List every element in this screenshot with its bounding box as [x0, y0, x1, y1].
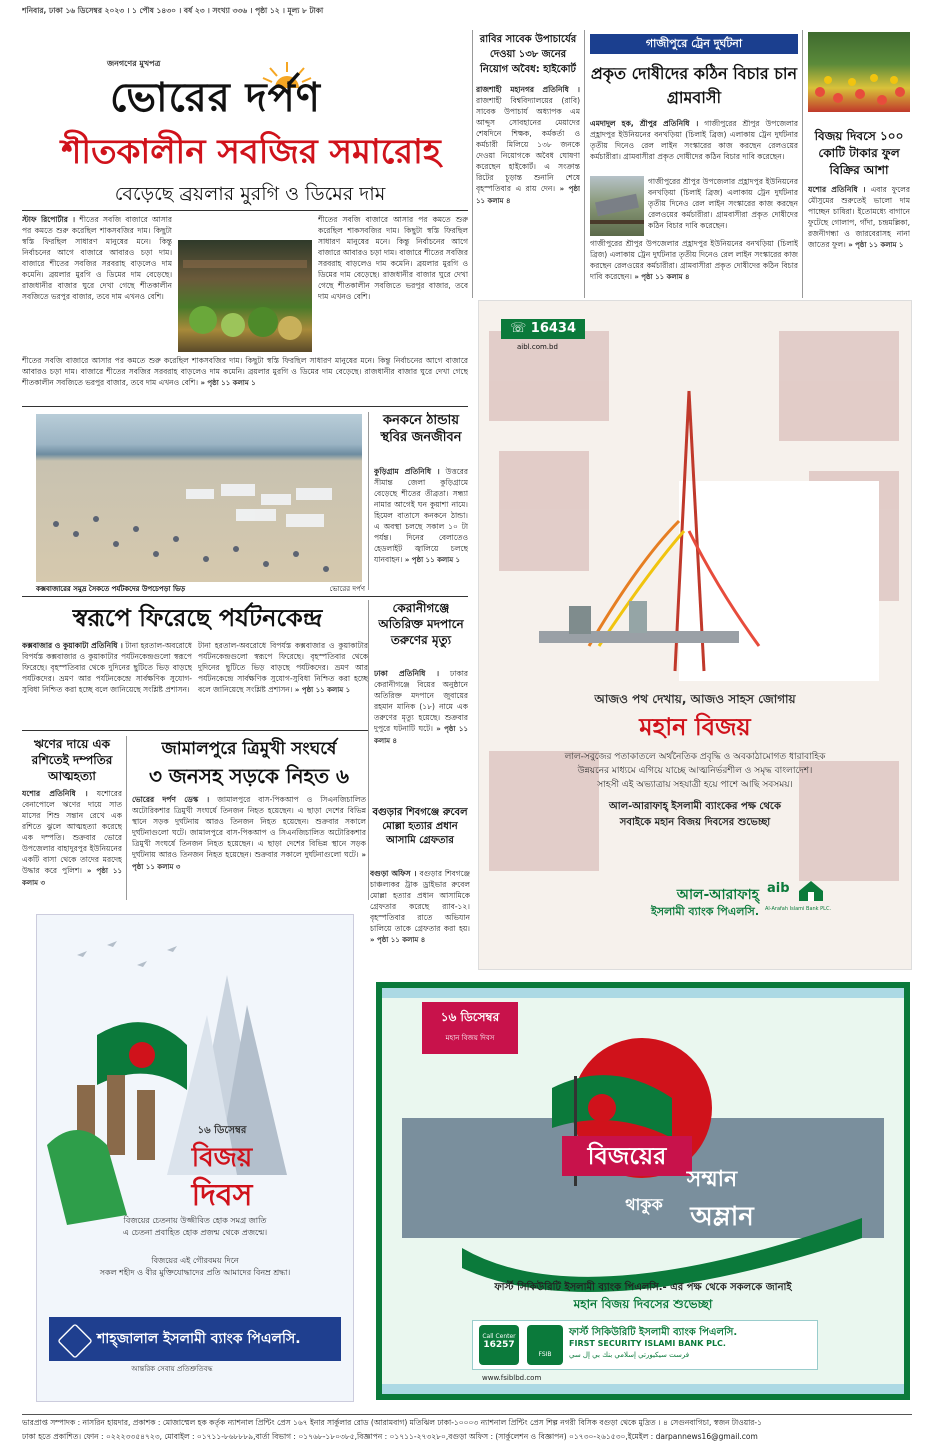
- flowers-body: [808, 184, 910, 290]
- vegetables-photo: [178, 240, 312, 352]
- sjibl-line-2: এ চেতনা প্রবাহিত হোক প্রজন্ম থেকে প্রজন্মে।: [122, 1228, 268, 1237]
- train-text: গাজীপুরের শ্রীপুর উপজেলার প্রহ্লাদপুর ইউনিয়নের বনখড়িয়া (চিলাই ব্রিজ) এলাকায় ট্রেন দুর্ঘটনার তৃতীয় দিনেও রেল লাইন সংস্কারের কাজ করছেন রেলওয়ের কর্মচারীরা। গ্রামবাসীরা প্রকৃত দোষীদের কঠিন বিচার দাবি করেছেন।: [590, 119, 798, 161]
- cold-headline: কনকনে ঠান্ডায় স্থবির জনজীবন: [380, 413, 462, 445]
- train-body: [590, 118, 798, 174]
- fsibl-short: FSIB: [538, 1351, 552, 1358]
- cold-continued: » পৃষ্ঠা ১১ কলাম ১: [404, 556, 461, 564]
- rabi-continued: » পৃষ্ঠা ১১ কলাম ৪: [476, 185, 580, 205]
- debt-reporter: যশোর প্রতিনিধি ।: [22, 789, 88, 798]
- flowers-photo: [808, 32, 910, 112]
- lead-subhead: বেড়েছে ব্রয়লার মুরগি ও ডিমের দাম: [114, 183, 386, 205]
- fsibl-line-2: মহান বিজয় দিবসের শুভেচ্ছা: [573, 1297, 713, 1311]
- train-photo: [590, 176, 644, 236]
- aibl-logo-bn-1: আল-আরাফাহ্: [676, 887, 759, 903]
- aibl-body-1: লাল-সবুজের পতাকাতলে অর্থনৈতিক প্রবৃদ্ধি ও অবকাঠামোগত ধারাবাহিক: [564, 752, 826, 762]
- jamalpur-text: জামালপুরে বাস-পিকআপ ও সিএনজিচালিত অটোরিকশার ত্রিমুখী সংঘর্ষে তিনজন নিহত হয়েছেন। এ ছাড়া দেশের বিভিন্ন স্থানে সড়ক দুর্ঘটনায় আরও তিনজন নিহত হয়েছেন। শুক্রবার সকালে দুর্ঘটনাগুলো ঘটে।: [132, 795, 366, 837]
- aibl-hotline-number: 16434: [530, 321, 577, 336]
- keraniganj-headline: কেরানীগঞ্জে অতিরিক্ত মদপানে তরুণের মৃত্যু: [378, 601, 464, 647]
- lead-body-text-2: শীতের সবজি বাজারে আসার পর কমতে শুরু করেছিল শাকসবজির দাম। কিছুটা স্বস্তি ফিরছিল সাধারণ মানুষের মনে। কিন্তু নির্বাচনের আগে বাজারে আবারও চড়া দাম। বাজারে শীতের সবজির সরবরাহ বাড়লেও দাম কমেনি। ব্রয়লার মুরগি ও ডিমের দাম বেড়েছে। রাজধানীর বাজার ঘুরে দেখা গেছে শীতকালীন সবজিতে ভরপুর বাজার, তবে দাম এখনও বেশি।: [22, 356, 468, 387]
- fsibl-call-center-number: 16257: [483, 1340, 515, 1350]
- lead-body-right: [318, 214, 468, 354]
- phone-icon: ☏: [509, 321, 531, 336]
- aibl-tag: আজও পথ দেখায়, আজও সাহস জোগায়: [594, 692, 796, 706]
- tourism-body-left: [22, 640, 192, 728]
- aibl-greeting-1: আল-আরাফাহ্ ইসলামী ব্যাংকের পক্ষ থেকে: [609, 801, 781, 812]
- sjibl-bank-name: শাহ্‌জালাল ইসলামী ব্যাংক পিএলসি.: [97, 1331, 301, 1347]
- dateline: শনিবার, ঢাকা ১৬ ডিসেম্বর ২০২৩ । ১ পৌষ ১৪৩০ । বর্ষ ২৩ । সংখ্যা ৩৩৬ । পৃষ্ঠা ১২ । মূল্য ৮ টাকা: [22, 6, 324, 15]
- aibl-hotline[interactable]: [501, 319, 585, 339]
- aibl-website[interactable]: aibl.com.bd: [517, 343, 558, 351]
- train-body-2: [648, 176, 798, 234]
- tourism-continued: » পৃষ্ঠা ১১ কলাম ১: [294, 686, 351, 694]
- sjibl-bank-tag: আন্তরিক সেবায় প্রতিশ্রুতিবদ্ধ: [131, 1365, 213, 1373]
- lead-body-text-3: শীতের সবজি বাজারে আসার পর কমতে শুরু করেছিল শাকসবজির দাম। কিছুটা স্বস্তি ফিরছিল সাধারণ মানুষের মনে। কিন্তু নির্বাচনের আগে বাজারে আবারও চড়া দাম। বাজারে শীতের সবজির সরবরাহ বাড়লেও দাম কমেনি। ব্রয়লার মুরগি ও ডিমের দাম বেড়েছে। রাজধানীর বাজার ঘুরে দেখা গেছে শীতকালীন সবজিতে ভরপুর বাজার, তবে দাম এখনও বেশি।: [318, 215, 468, 301]
- train-body-3: [590, 238, 798, 288]
- bogura-reporter: বগুড়া অফিস ।: [370, 869, 417, 878]
- train-reporter: এমদাদুল হক, শ্রীপুর প্রতিনিধি ।: [590, 119, 699, 128]
- fsibl-bank-en: FIRST SECURITY ISLAMI BANK PLC.: [569, 1339, 726, 1348]
- tourism-reporter: কক্সবাজার ও কুয়াকাটা প্রতিনিধি ।: [22, 641, 123, 650]
- fsibl-date-sub: মহান বিজয় দিবস: [445, 1034, 495, 1042]
- tourism-headline: স্বরূপে ফিরেছে পর্যটনকেন্দ্র: [72, 604, 323, 632]
- masthead: [22, 18, 462, 121]
- masthead-title: ভোরের দর্পণ: [110, 74, 321, 121]
- aibl-logo-bn-2: ইসলামী ব্যাংক পিএলসি.: [651, 905, 759, 918]
- fsibl-line-1: ফার্স্ট সিকিউরিটি ইসলামী ব্যাংক পিএলসি.- এর পক্ষ থেকে সকলকে জানাই: [494, 1282, 792, 1293]
- beach-caption: কক্সবাজারের সমুদ্র সৈকতে পর্যটকদের উপচেপড়া ভিড়: [36, 585, 186, 593]
- flowers-reporter: যশোর প্রতিনিধি ।: [808, 185, 866, 194]
- flowers-continued: » পৃষ্ঠা ১১ কলাম ১: [848, 241, 904, 249]
- fsibl-t2: সম্মান: [686, 1167, 738, 1192]
- fsibl-call-center-label: Call Center: [482, 1333, 516, 1340]
- rabi-headline: রাবির সাবেক উপাচার্যের দেওয়া ১৩৮ জনের নিয়োগ অবৈধ: হাইকোর্ট: [479, 34, 577, 75]
- aibl-logo-icon: [797, 879, 825, 903]
- sjibl-line-4: সকল শহীদ ও বীর মুক্তিযোদ্ধাদের প্রতি আমাদের বিনম্র শ্রদ্ধা।: [99, 1268, 291, 1277]
- keraniganj-reporter: ঢাকা প্রতিনিধি ।: [374, 669, 440, 678]
- lead-body-text: শীতের সবজি বাজারে আসার পর কমতে শুরু করেছিল শাকসবজির দাম। কিছুটা স্বস্তি ফিরছিল সাধারণ মানুষের মনে। কিন্তু নির্বাচনের আগে বাজারে আবারও চড়া দাম। বাজারে শীতের সবজির সরবরাহ বাড়লেও দাম কমেনি। ব্রয়লার মুরগি ও ডিমের দাম বেড়েছে। রাজধানীর বাজার ঘুরে দেখা গেছে শীতকালীন সবজিতে ভরপুর বাজার, তবে দাম এখনও বেশি।: [22, 215, 172, 301]
- beach-credit: ভোরের দর্পণ: [329, 585, 365, 593]
- lead-body-bottom: [22, 355, 468, 405]
- fsibl-website[interactable]: www.fsiblbd.com: [482, 1374, 542, 1382]
- flowers-text: এবার ফুলের মৌসুমের শুরুতেই ভালো দাম পাচ্ছেন চাষিরা। ইতোমধ্যে বাগানে ফুটেছে গোলাপ, গাঁদা, চন্দ্রমল্লিকা, রজনীগন্ধা ও জারবেরাসহ নানা জাতের ফুল।: [808, 185, 910, 249]
- aibl-body-3: সাহসী এই অভ্যাত্রায় সহযাত্রী হয়ে পাশে আছি সবসময়।: [597, 780, 793, 790]
- jamalpur-text-2: জামালপুরে বাস-পিকআপ ও সিএনজিচালিত অটোরিকশার ত্রিমুখী সংঘর্ষে তিনজন নিহত হয়েছেন। এ ছাড়া দেশের বিভিন্ন স্থানে সড়ক দুর্ঘটনায় আরও তিনজন নিহত হয়েছেন। শুক্রবার সকালে দুর্ঘটনাগুলো ঘটে।: [132, 828, 366, 859]
- fsibl-bank-bar: [472, 1320, 818, 1370]
- rabi-body: [476, 84, 580, 296]
- cold-reporter: কুড়িগ্রাম প্রতিনিধি ।: [374, 467, 440, 476]
- keraniganj-text: ঢাকার কেরানীগঞ্জে বিয়ের অনুষ্ঠানে অতিরিক্ত মদপানে জুবায়ের রহমান মানিক (১৮) নামে এক তরুণের মৃত্যু হয়েছে। শুক্রবার দুপুরে ঘটনাটি ঘটে।: [374, 669, 468, 733]
- keraniganj-body: [374, 668, 468, 808]
- rabi-reporter: রাজশাহী মহানগর প্রতিনিধি ।: [476, 85, 580, 94]
- fsibl-date-text: ১৬ ডিসেম্বর: [440, 1010, 500, 1024]
- aibl-body-2: উন্নয়নের মাধ্যমে এগিয়ে যাচ্ছে আত্মনির্ভরশীল ও সমৃদ্ধ বাংলাদেশ।: [577, 766, 813, 776]
- fsibl-ad: [376, 982, 910, 1400]
- jamalpur-continued: » পৃষ্ঠা ১১ কলাম ৩: [132, 851, 366, 871]
- fsibl-date-badge: [422, 1002, 518, 1054]
- jamalpur-reporter: ভোরের দর্পণ ডেস্ক ।: [132, 795, 210, 804]
- lead-reporter: স্টাফ রিপোর্টার ।: [22, 215, 76, 224]
- fsibl-call-center[interactable]: [479, 1325, 519, 1365]
- footer-line-2: ঢাকা হতে প্রকাশিত। ফোন : ০২২২৩৩৫৪৭২৩, মোবাইল : ০১৭১১-৮৬৮৮৮৯,বার্তা বিভাগ : ০১৭৬৮-১৮০৩৮৫,বিজ্ঞাপন : ০১৭১১-২৭৩২৮০,বগুড়া অফিস : (সার্কুলেশন ও বিজ্ঞাপন) ০১৭৩০-২৬১৫৩০,ইমেইল : darpannews16@gmail.com: [22, 1432, 758, 1441]
- jamalpur-headline-1: জামালপুরে ত্রিমুখী সংঘর্ষে: [161, 739, 337, 759]
- bogura-text: বগুড়ার শিবগঞ্জে চাঞ্চল্যকর ট্রাক ড্রাইভার রুবেল মোল্লা হত্যার প্রধান আসামিকে গ্রেফতার করেছে র‍্যাব-১২। বৃহস্পতিবার রাতে অভিযান চালিয়ে তাকে গ্রেফতার করা হয়।: [370, 869, 470, 933]
- flowers-headline: বিজয় দিবসে ১০০ কোটি টাকার ফুল বিক্রির আশা: [814, 129, 904, 177]
- cold-text: উত্তরের সীমান্ত জেলা কুড়িগ্রামে বেড়েছে শীতের তীব্রতা। সন্ধ্যা নামার আগেই ঘন কুয়াশা নামে। হিমেল বাতাসে কনকনে ঠান্ডা। এ অবস্থা চলছে সকাল ১০ টা পর্যন্ত। দিনের বেলাতেও হেডলাইট জ্বালিয়ে চলছে যানবাহন।: [374, 467, 468, 564]
- aibl-ad: [478, 300, 912, 970]
- train-text-3: গাজীপুরের শ্রীপুর উপজেলার প্রহ্লাদপুর ইউনিয়নের বনখড়িয়া (চিলাই ব্রিজ) এলাকায় ট্রেন দুর্ঘটনার তৃতীয় দিনেও রেল লাইন সংস্কারের কাজ করছেন রেলওয়ের কর্মচারীরা। গ্রামবাসীরা প্রকৃত দোষীদের কঠিন বিচার দাবি করেছেন।: [590, 239, 798, 281]
- sjibl-line-1: বিজয়ের চেতনায় উজ্জীবিত হোক সমগ্র জাতি: [123, 1216, 267, 1225]
- sjibl-line-3: বিজয়ের এই গৌরবময় দিনে: [151, 1256, 239, 1265]
- cold-body: [374, 466, 468, 590]
- aibl-logo-en: Al-Arafah Islami Bank PLC.: [765, 906, 832, 912]
- fsibl-t1: বিজয়ের: [562, 1136, 692, 1176]
- lead-continued: » পৃষ্ঠা ১১ কলাম ১: [200, 379, 256, 387]
- fsibl-bank-ar: فرست سيكيورتي إسلامي بنك بي إل سي: [569, 1351, 690, 1359]
- sjibl-title-1: বিজয়: [191, 1143, 253, 1173]
- keraniganj-continued: » পৃষ্ঠা ১১ কলাম ৪: [374, 725, 468, 745]
- lead-headline: শীতকালীন সবজির সমারোহ: [61, 132, 441, 172]
- aibl-title: মহান বিজয়: [639, 713, 751, 741]
- beach-photo: [36, 414, 362, 582]
- bogura-headline: বগুড়ার শিবগঞ্জে রুবেল মোল্লা হত্যার প্রধান আসামি গ্রেফতার: [372, 807, 468, 846]
- bogura-body: [370, 868, 470, 972]
- train-headline: প্রকৃত দোষীদের কঠিন বিচার চান গ্রামবাসী: [590, 64, 798, 107]
- sjibl-date-badge: ১৬ ডিসেম্বর: [197, 1125, 247, 1136]
- train-continued: » পৃষ্ঠা ১১ কলাম ৪: [634, 273, 690, 281]
- tourism-text-2: টানা হরতাল-অবরোধে বিপর্যস্ত কক্সবাজার ও কুয়াকাটার পর্যটনকেন্দ্রগুলো স্বরূপে ফিরেছে। বৃহস্পতিবার থেকে দুদিনের ছুটিতে ভিড় বাড়ছে পর্যটকদের। ভ্রমণ আর পর্যটনকেন্দ্রে সার্বক্ষণিক সুযোগ-সুবিধা নিশ্চিত করা হচ্ছে বলে জানিয়েছে সংশ্লিষ্ট প্রশাসন।: [198, 641, 368, 694]
- sjibl-ad: [36, 914, 354, 1402]
- fsibl-bank-bn: ফার্স্ট সিকিউরিটি ইসলামী ব্যাংক পিএলসি.: [569, 1327, 738, 1338]
- debt-body: [22, 788, 122, 900]
- sjibl-logo-icon: [57, 1323, 93, 1359]
- debt-headline: ঋণের দায়ে এক রশিতেই দম্পতির আত্মহত্যা: [31, 737, 113, 783]
- rabi-text: রাজশাহী বিশ্ববিদ্যালয়ের (রাবি) সাবেক উপাচার্য অধ্যাপক এম আব্দুস সোবহানের মেয়াদের শেষদিনে শিক্ষক, কর্মকর্তা ও কর্মচারী মিলিয়ে ১৩৮ জনকে দেওয়া নিয়োগকে অবৈধ ঘোষণা করেছেন হাইকোর্ট। এ সংক্রান্ত রিটের চূড়ান্ত শুনানি শেষে বৃহস্পতিবার এ রায় দেন।: [476, 96, 580, 193]
- fsibl-t4: অম্লান: [690, 1202, 754, 1232]
- masthead-tagline: জনগণের মুখপত্র: [107, 59, 161, 68]
- aibl-logo-mark: aib: [767, 881, 790, 896]
- sjibl-bank-bar: [49, 1317, 341, 1361]
- jamalpur-body: [132, 794, 366, 900]
- tourism-body-right: [198, 640, 368, 728]
- jamalpur-headline-2: ৩ জনসহ সড়কে নিহত ৬: [148, 764, 350, 788]
- aibl-greeting-2: সবাইকে মহান বিজয় দিবসের শুভেচ্ছা: [619, 817, 771, 828]
- footer-line-1: ভারপ্রাপ্ত সম্পাদক : নাসরিন হায়দার, প্রকাশক : মোজাম্মেল হক কর্তৃক ন্যাশনাল প্রিন্টিং প্রেস ১৬৭ ইনার সার্কুলার রোড (আরামবাগ) মতিঝিল ঢাকা-১০০০৩ ন্যাশনাল প্রিন্টিং প্রেস শিল্প নগরী বিসিক বগুড়া থেকে মুদ্রিত । ৪ সেগুনবাগিচা, স্বজন টাওয়ার-১: [22, 1418, 763, 1427]
- sjibl-title-2: দিবস: [191, 1178, 253, 1213]
- train-text-2: গাজীপুরের শ্রীপুর উপজেলার প্রহ্লাদপুর ইউনিয়নের বনখড়িয়া (চিলাই ব্রিজ) এলাকায় ট্রেন দুর্ঘটনার তৃতীয় দিনেও রেল লাইন সংস্কারের কাজ করছেন রেলওয়ের কর্মচারীরা। গ্রামবাসীরা প্রকৃত দোষীদের কঠিন বিচার দাবি করেছেন।: [648, 177, 798, 230]
- fsibl-logo-icon: [527, 1325, 563, 1365]
- debt-text: যশোরের বেনাপোলে ঋণের দায়ে সাত মাসের শিশু সন্তান রেখে এক রশিতে ঝুলে আত্মহত্যা করেছে এক দম্পতি। শুক্রবার ভোরে উপজেলার বাহাদুরপুর ইউনিয়নের একটি বাসা থেকে তাদের মরদেহ উদ্ধার করে পুলিশ।: [22, 789, 122, 875]
- debt-continued: » পৃষ্ঠা ১১ কলাম ৩: [22, 867, 122, 887]
- aibl-ad-background: [479, 301, 911, 969]
- fsibl-t3: থাকুক: [625, 1195, 663, 1214]
- tourism-text: টানা হরতাল-অবরোধে বিপর্যস্ত কক্সবাজার ও কুয়াকাটার পর্যটনকেন্দ্রগুলো স্বরূপে ফিরেছে। বৃহস্পতিবার থেকে দুদিনের ছুটিতে ভিড় বাড়ছে পর্যটকদের। ভ্রমণ আর পর্যটনকেন্দ্রে সার্বক্ষণিক সুযোগ-সুবিধা নিশ্চিত করা হচ্ছে বলে জানিয়েছে সংশ্লিষ্ট প্রশাসন।: [22, 641, 192, 694]
- bogura-continued: » পৃষ্ঠা ১১ কলাম ৪: [370, 936, 426, 944]
- train-kicker: গাজীপুরে ট্রেন দুর্ঘটনা: [590, 34, 798, 54]
